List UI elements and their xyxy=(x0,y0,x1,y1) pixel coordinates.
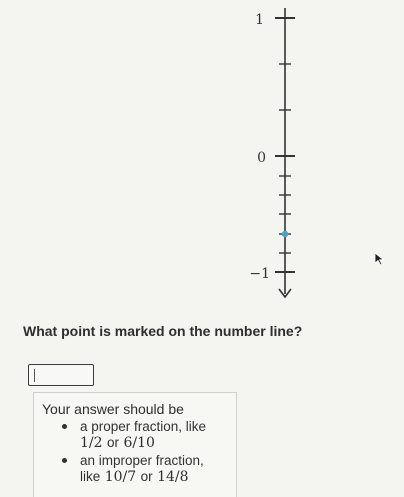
example-prefix: like xyxy=(80,469,101,484)
marked-point xyxy=(282,231,288,237)
example-fraction: 10/7 xyxy=(104,469,137,485)
hint-item-examples xyxy=(80,469,228,485)
question-text: What point is marked on the number line? xyxy=(23,323,303,339)
answer-input[interactable] xyxy=(28,364,94,386)
label-one: 1 xyxy=(255,12,264,28)
example-joiner: or xyxy=(106,435,119,450)
answer-format-hint xyxy=(33,392,237,497)
hint-title: Your answer should be xyxy=(42,401,184,417)
example-fraction: 6/10 xyxy=(123,435,155,451)
example-joiner: or xyxy=(140,469,153,484)
label-neg-one: −1 xyxy=(249,266,270,282)
hint-item-improper-fraction xyxy=(42,453,228,485)
bullet-icon xyxy=(62,458,67,463)
bullet-icon xyxy=(62,424,67,429)
mouse-pointer-icon xyxy=(374,252,386,271)
example-fraction: 1/2 xyxy=(80,435,103,451)
example-fraction: 14/8 xyxy=(157,469,189,485)
label-zero: 0 xyxy=(257,150,266,166)
text-caret xyxy=(34,369,35,382)
hint-item-examples xyxy=(80,435,228,451)
hint-item-label: an improper fraction, xyxy=(80,453,204,468)
hint-item-label: a proper fraction, like xyxy=(80,419,207,434)
hint-list xyxy=(42,419,228,485)
hint-item-proper-fraction xyxy=(42,419,228,451)
